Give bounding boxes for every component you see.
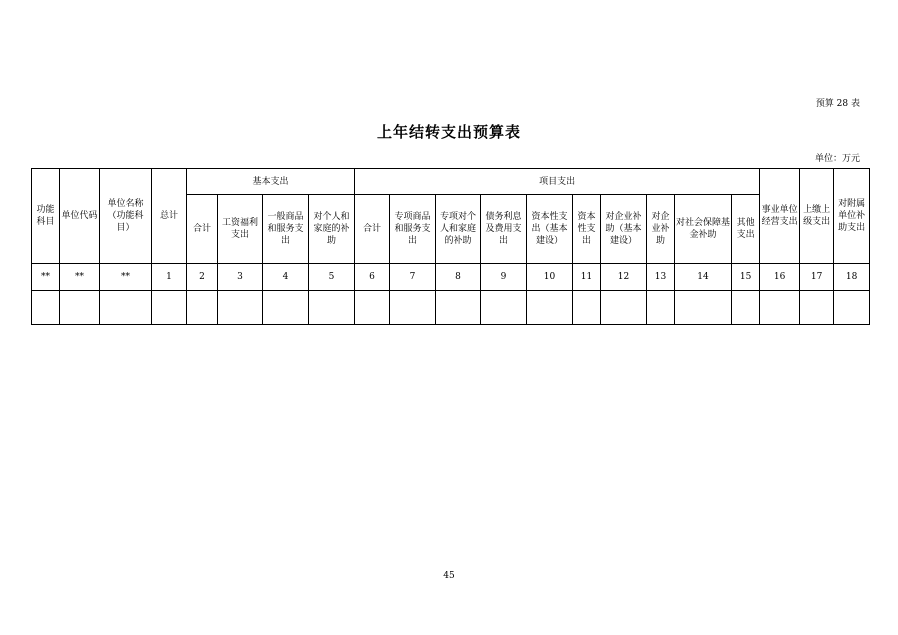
header-basic-wages: 工资福利支出 — [218, 195, 263, 264]
header-total: 总计 — [152, 169, 187, 264]
header-business: 事业单位经营支出 — [760, 169, 800, 264]
code-cell: 17 — [800, 264, 834, 291]
empty-cell — [187, 291, 218, 325]
header-subsidy: 对附属单位补助支出 — [834, 169, 870, 264]
header-project-personal: 专项对个人和家庭的补助 — [436, 195, 481, 264]
code-cell: 8 — [436, 264, 481, 291]
code-cell: ** — [100, 264, 152, 291]
header-unit-name: 单位名称（功能科目） — [100, 169, 152, 264]
header-basic-total: 合计 — [187, 195, 218, 264]
header-project-enterprise-construction: 对企业补助（基本建设） — [601, 195, 647, 264]
budget-table — [31, 168, 870, 325]
empty-cell — [573, 291, 601, 325]
header-basic-goods: 一般商品和服务支出 — [263, 195, 309, 264]
header-basic-group: 基本支出 — [187, 169, 355, 195]
code-cell: 16 — [760, 264, 800, 291]
code-cell: 4 — [263, 264, 309, 291]
code-cell: 7 — [390, 264, 436, 291]
empty-cell — [263, 291, 309, 325]
code-cell: 9 — [481, 264, 527, 291]
unit-label: 单位：万元 — [814, 154, 860, 164]
page-title: 上年结转支出预算表 — [376, 123, 521, 141]
code-cell: 15 — [732, 264, 760, 291]
empty-cell — [601, 291, 647, 325]
empty-cell — [218, 291, 263, 325]
empty-cell — [309, 291, 355, 325]
table-row-codes — [32, 264, 870, 291]
header-turnover: 上缴上级支出 — [800, 169, 834, 264]
header-project-enterprise: 对企业补助 — [647, 195, 675, 264]
code-cell: 2 — [187, 264, 218, 291]
header-basic-personal: 对个人和家庭的补助 — [309, 195, 355, 264]
empty-cell — [834, 291, 870, 325]
header-project-social-security: 对社会保障基金补助 — [675, 195, 732, 264]
code-cell: 3 — [218, 264, 263, 291]
header-project-other: 其他支出 — [732, 195, 760, 264]
code-cell: 13 — [647, 264, 675, 291]
header-project-capital-construction: 资本性支出（基本建设） — [527, 195, 573, 264]
empty-cell — [355, 291, 390, 325]
header-unit-code: 单位代码 — [60, 169, 100, 264]
code-cell: 10 — [527, 264, 573, 291]
code-cell: 11 — [573, 264, 601, 291]
empty-cell — [60, 291, 100, 325]
header-project-goods: 专项商品和服务支出 — [390, 195, 436, 264]
code-cell: 1 — [152, 264, 187, 291]
header-project-group: 项目支出 — [355, 169, 760, 195]
empty-cell — [732, 291, 760, 325]
code-cell: 12 — [601, 264, 647, 291]
empty-cell — [390, 291, 436, 325]
code-cell: ** — [32, 264, 60, 291]
empty-cell — [800, 291, 834, 325]
header-row-group — [32, 169, 870, 195]
empty-cell — [760, 291, 800, 325]
empty-cell — [100, 291, 152, 325]
empty-cell — [32, 291, 60, 325]
form-number: 预算 28 表 — [815, 99, 860, 109]
empty-cell — [481, 291, 527, 325]
empty-cell — [675, 291, 732, 325]
header-func-subject: 功能科目 — [32, 169, 60, 264]
code-cell: ** — [60, 264, 100, 291]
code-cell: 5 — [309, 264, 355, 291]
code-cell: 18 — [834, 264, 870, 291]
table-row-empty — [32, 291, 870, 325]
empty-cell — [436, 291, 481, 325]
empty-cell — [527, 291, 573, 325]
header-project-debt: 债务利息及费用支出 — [481, 195, 527, 264]
code-cell: 14 — [675, 264, 732, 291]
page-number: 45 — [443, 571, 455, 581]
code-cell: 6 — [355, 264, 390, 291]
empty-cell — [647, 291, 675, 325]
header-project-total: 合计 — [355, 195, 390, 264]
header-project-capital: 资本性支出 — [573, 195, 601, 264]
empty-cell — [152, 291, 187, 325]
